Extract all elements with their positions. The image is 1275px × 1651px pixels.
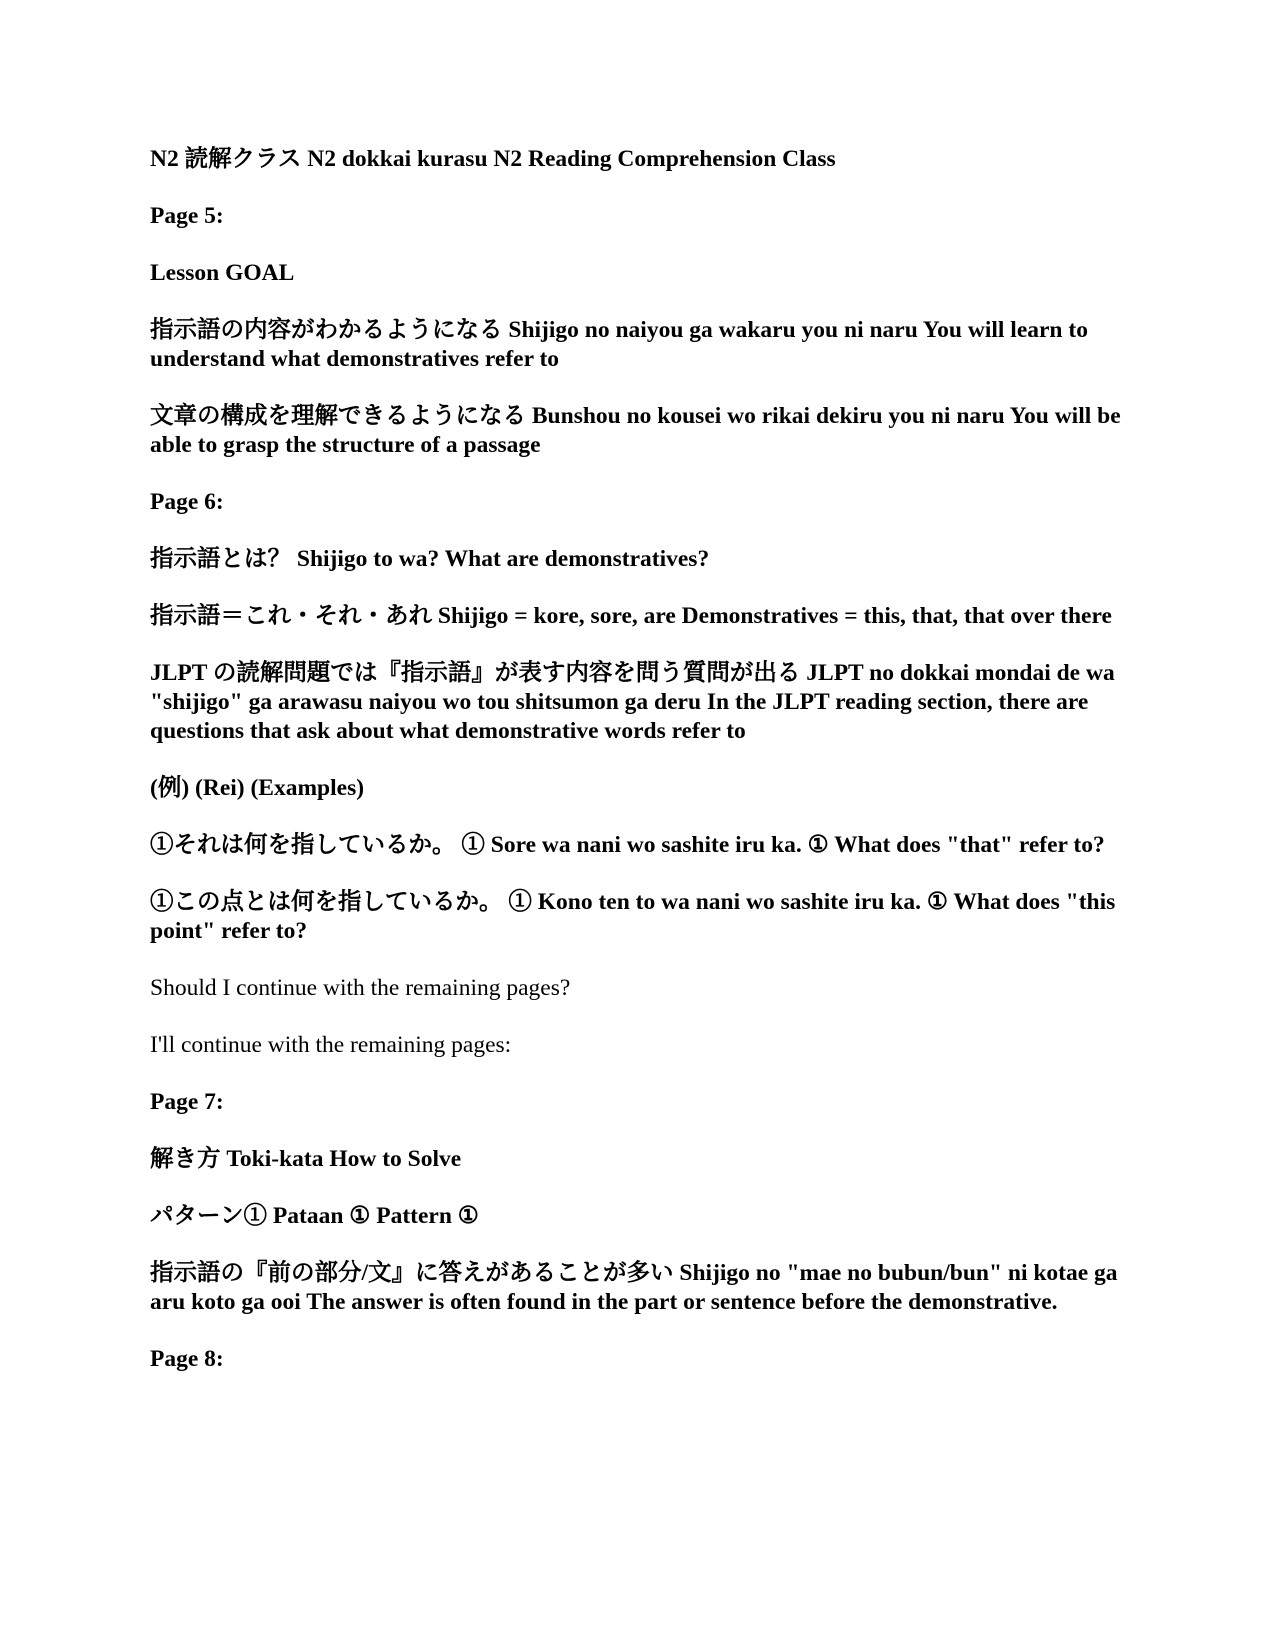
example-item: ①この点とは何を指しているか。 ① Kono ten to wa nani wo sashite iru ka. ① What does "this point" refer to? [150,889,1116,944]
section-heading: 解き方 Toki-kata How to Solve [150,1146,462,1172]
pattern-heading: パターン① Pataan ① Pattern ① [150,1203,479,1229]
body-paragraph: I'll continue with the remaining pages: [150,1032,512,1058]
body-paragraph: JLPT の読解問題では『指示語』が表す内容を問う質問が出る JLPT no dokkai mondai de wa "shijigo" ga arawasu naiyou wo tou shitsumon ga deru In the JLPT reading section, there are questions that ask about what demonstrative words refer to [150,660,1115,744]
goal-item: 文章の構成を理解できるようになる Bunshou no kousei wo rikai dekiru you ni naru You will be able to grasp the structure of a passage [150,403,1121,458]
page-heading: Page 7: [150,1089,224,1115]
page-heading: Page 5: [150,203,224,229]
definition-paragraph: 指示語＝これ・それ・あれ Shijigo = kore, sore, are Demonstratives = this, that, that over there [150,603,1112,629]
page-heading: Page 8: [150,1346,224,1372]
section-heading: 指示語とは？ Shijigo to wa? What are demonstratives? [150,546,710,572]
document-title: N2 読解クラス N2 dokkai kurasu N2 Reading Comprehension Class [150,146,836,172]
example-item: ①それは何を指しているか。 ① Sore wa nani wo sashite iru ka. ① What does "that" refer to? [150,832,1105,858]
page-heading: Page 6: [150,489,224,515]
goal-item: 指示語の内容がわかるようになる Shijigo no naiyou ga wakaru you ni naru You will learn to understand what demonstratives refer to [150,317,1088,372]
body-paragraph: Should I continue with the remaining pages? [150,975,571,1001]
section-heading: Lesson GOAL [150,260,295,286]
examples-heading: (例) (Rei) (Examples) [150,775,365,801]
document-page [150,145,1130,1402]
body-paragraph: 指示語の『前の部分/文』に答えがあることが多い Shijigo no "mae no bubun/bun" ni kotae ga aru koto ga ooi The answer is often found in the part or sentence before the demonstrative. [150,1260,1118,1315]
